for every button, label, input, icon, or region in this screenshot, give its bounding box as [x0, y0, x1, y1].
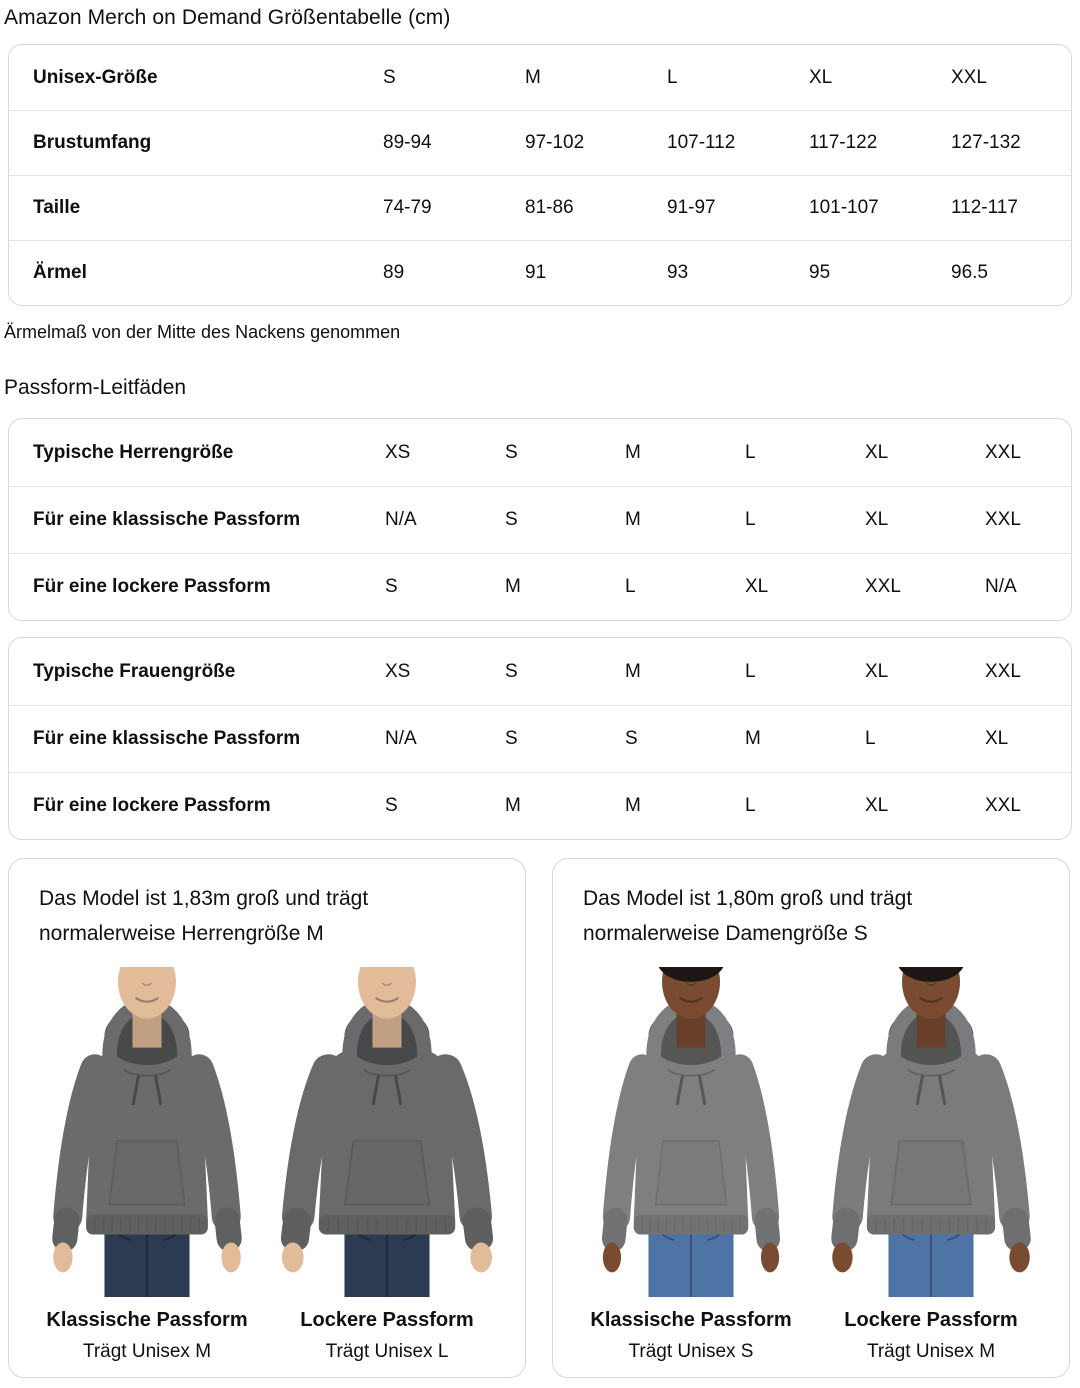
size-cell: L	[745, 660, 756, 682]
womens-fit-table	[8, 637, 1072, 840]
size-cell: L	[625, 576, 636, 597]
size-cell: N/A	[985, 576, 1017, 597]
model-figure	[575, 967, 807, 1363]
size-cell: L	[745, 441, 756, 463]
kangaroo-pocket	[345, 1141, 429, 1205]
model-figure	[271, 967, 503, 1363]
model-photo-illustration	[575, 967, 807, 1297]
table-row	[9, 705, 1071, 772]
fit-caption: Lockere Passform	[844, 1309, 1018, 1331]
right-hand	[221, 1242, 240, 1272]
size-cell: S	[383, 66, 396, 88]
fit-caption: Klassische Passform	[590, 1309, 792, 1331]
size-cell: M	[625, 441, 641, 463]
size-cell: S	[505, 509, 518, 530]
size-cell: XXL	[985, 509, 1021, 530]
model-photo	[575, 967, 807, 1297]
size-cell: 107-112	[667, 132, 736, 153]
left-cuff	[295, 1221, 297, 1239]
model-photo-illustration	[815, 967, 1047, 1297]
size-cell: XL	[745, 576, 769, 597]
size-cell: L	[745, 795, 756, 816]
right-hand	[761, 1242, 779, 1272]
size-cell: M	[625, 509, 641, 530]
right-cuff	[1015, 1221, 1017, 1239]
size-cell: 91	[525, 262, 547, 283]
row-label: Typische Frauengröße	[33, 660, 236, 682]
size-cell: 89	[383, 262, 405, 283]
size-cell: 89-94	[383, 132, 432, 153]
sleeve-measure-note: Ärmelmaß von der Mitte des Nackens genommen	[4, 322, 401, 342]
size-cell: 81-86	[525, 197, 574, 218]
size-cell: N/A	[385, 509, 417, 530]
size-cell: S	[505, 441, 518, 463]
model-photo-illustration	[271, 967, 503, 1297]
size-cell: S	[385, 576, 398, 597]
table-row	[9, 772, 1071, 839]
size-cell: XXL	[865, 576, 901, 597]
size-cell: M	[505, 576, 521, 597]
fit-size-caption: Trägt Unisex S	[628, 1341, 754, 1362]
size-cell: 127-132	[951, 132, 1021, 153]
size-cell: XL	[985, 728, 1009, 749]
table-header-row	[9, 419, 1071, 486]
row-label: Taille	[33, 197, 81, 218]
left-hand	[832, 1242, 852, 1272]
row-label: Typische Herrengröße	[33, 441, 234, 463]
table-row	[9, 240, 1071, 305]
left-cuff	[65, 1221, 67, 1239]
size-cell: S	[625, 728, 638, 749]
model-photo	[815, 967, 1047, 1297]
fit-caption: Lockere Passform	[300, 1309, 474, 1331]
mens-fit-table	[8, 418, 1072, 621]
table-row	[9, 553, 1071, 620]
size-cell: L	[745, 509, 756, 530]
fit-size-caption: Trägt Unisex M	[866, 1341, 996, 1362]
size-cell: XL	[809, 66, 833, 88]
fit-size-caption: Trägt Unisex L	[325, 1341, 449, 1362]
size-cell: L	[667, 66, 678, 88]
row-label: Unisex-Größe	[33, 66, 158, 88]
size-cell: XL	[865, 795, 889, 816]
page-title: Amazon Merch on Demand Größentabelle (cm)	[4, 6, 451, 29]
kangaroo-pocket	[656, 1141, 727, 1205]
size-cell: 97-102	[525, 132, 585, 153]
size-cell: XXL	[985, 441, 1021, 463]
size-cell: S	[385, 795, 398, 816]
left-hand	[282, 1242, 304, 1272]
row-label: Brustumfang	[33, 132, 152, 153]
model-figure	[815, 967, 1047, 1363]
row-label: Für eine lockere Passform	[33, 795, 271, 816]
row-label: Ärmel	[33, 262, 87, 283]
right-cuff	[477, 1221, 479, 1239]
size-cell: 96.5	[951, 262, 988, 283]
right-hand	[1009, 1242, 1029, 1272]
size-cell: XXL	[985, 660, 1021, 682]
size-cell: M	[745, 728, 761, 749]
size-cell: 117-122	[809, 132, 878, 153]
figures-row	[31, 967, 503, 1363]
size-cell: M	[505, 795, 521, 816]
left-cuff	[614, 1221, 616, 1239]
model-card-men	[8, 858, 526, 1378]
size-cell: 112-117	[951, 197, 1018, 218]
size-cell: 91-97	[667, 197, 716, 218]
size-cell: 93	[667, 262, 689, 283]
right-cuff	[766, 1221, 768, 1239]
table-row	[9, 110, 1071, 175]
model-description: Das Model ist 1,83m groß und trägt normalerweise Herrengröße M	[39, 887, 369, 945]
fit-caption: Klassische Passform	[46, 1309, 248, 1331]
model-card-women	[552, 858, 1070, 1378]
unisex-size-table	[8, 44, 1072, 306]
size-cell: XL	[865, 509, 889, 530]
size-cell: 95	[809, 262, 831, 283]
table-row	[9, 486, 1071, 553]
fit-size-caption: Trägt Unisex M	[82, 1341, 212, 1362]
left-cuff	[844, 1221, 846, 1239]
row-label: Für eine lockere Passform	[33, 576, 271, 597]
table-header-row	[9, 45, 1071, 110]
model-description: Das Model ist 1,80m groß und trägt normalerweise Damengröße S	[583, 887, 913, 945]
size-cell: XXL	[951, 66, 987, 88]
row-label: Für eine klassische Passform	[33, 509, 301, 530]
kangaroo-pocket	[109, 1141, 184, 1205]
size-cell: M	[525, 66, 541, 88]
fit-guides-heading: Passform-Leitfäden	[4, 376, 187, 399]
kangaroo-pocket	[891, 1141, 970, 1205]
model-photo-illustration	[31, 967, 263, 1297]
row-label: Für eine klassische Passform	[33, 728, 301, 749]
right-hand	[470, 1242, 492, 1272]
left-hand	[53, 1242, 72, 1272]
model-figure	[31, 967, 263, 1363]
size-cell: XL	[865, 660, 889, 682]
model-photo	[271, 967, 503, 1297]
size-cell: 74-79	[383, 197, 432, 218]
size-cell: S	[505, 660, 518, 682]
size-cell: XL	[865, 441, 889, 463]
size-cell: 101-107	[809, 197, 879, 218]
model-cards-row	[8, 858, 1070, 1378]
size-cell: S	[505, 728, 518, 749]
size-cell: XS	[385, 660, 411, 682]
size-cell: XS	[385, 441, 411, 463]
table-header-row	[9, 638, 1071, 705]
size-cell: N/A	[385, 728, 417, 749]
model-photo	[31, 967, 263, 1297]
left-hand	[603, 1242, 621, 1272]
size-cell: M	[625, 795, 641, 816]
right-cuff	[227, 1221, 229, 1239]
table-row	[9, 175, 1071, 240]
size-cell: L	[865, 728, 876, 749]
figures-row	[575, 967, 1047, 1363]
size-cell: XXL	[985, 795, 1021, 816]
size-cell: M	[625, 660, 641, 682]
